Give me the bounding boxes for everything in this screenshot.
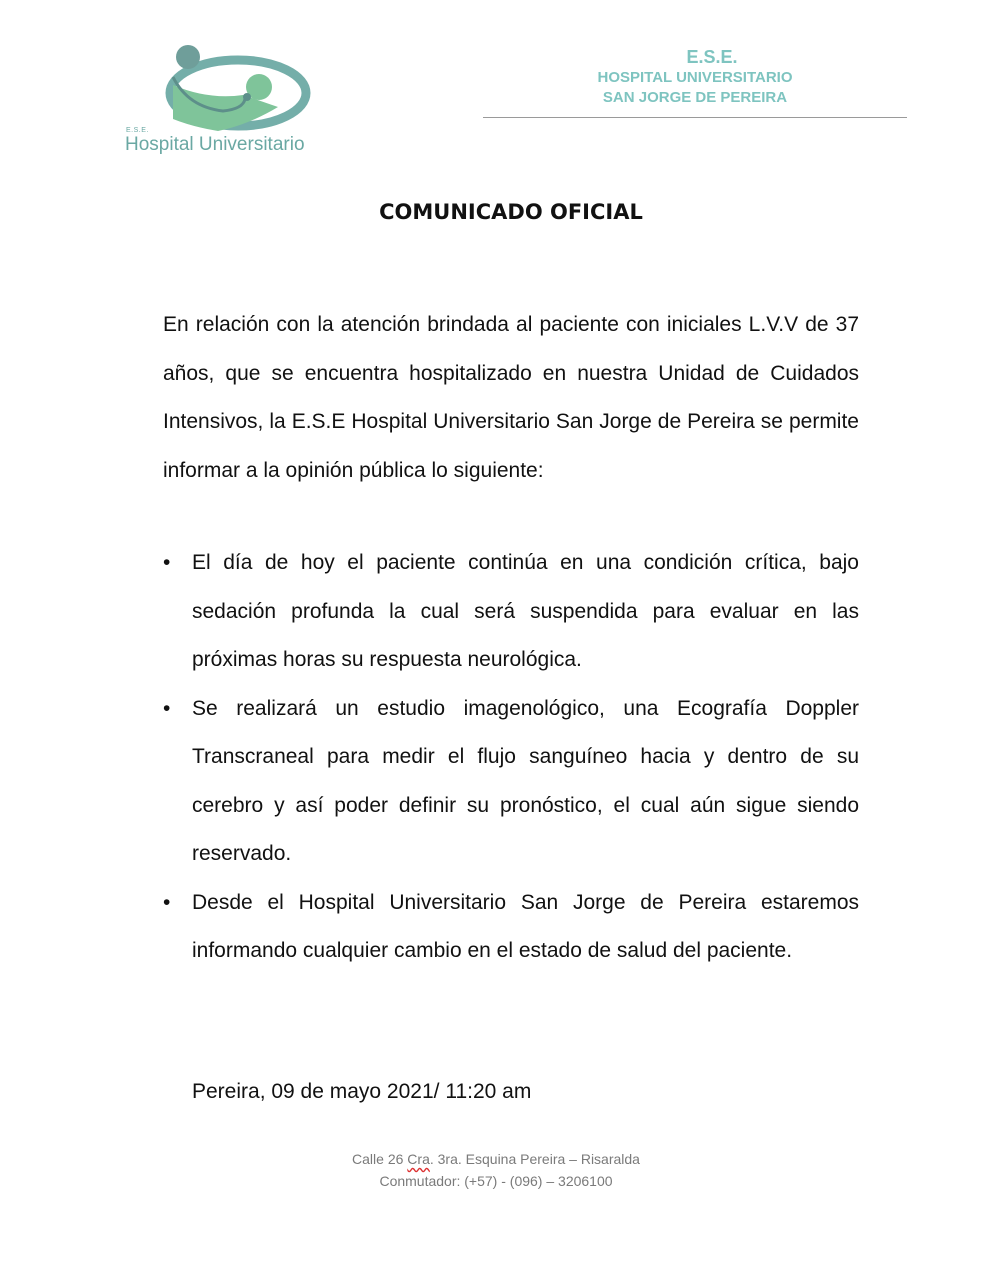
logo-ese-label: E.S.E. [126,127,149,134]
bullet-dot-icon: • [163,890,171,914]
header-divider [483,117,907,118]
footer-address-suffix: . 3ra. Esquina Pereira – Risaralda [429,1151,640,1167]
bullet-text: Se realizará un estudio imagenológico, una Ecografía Doppler Transcraneal para medir el flujo sanguíneo hacia y dentro de su cerebro y así poder definir su pronóstico, el cual aún sigue siendo reservado. [192,696,859,865]
bullet-text: Desde el Hospital Universitario San Jorge de Pereira estaremos informando cualquier cambio en el estado de salud del paciente. [192,890,859,962]
document-title: COMUNICADO OFICIAL [379,200,643,224]
header-ese: E.S.E. [686,47,738,67]
list-item [163,539,859,685]
footer-address-prefix: Calle 26 [352,1151,408,1167]
logo-hospital-name: Hospital Universitario [125,134,305,155]
header-hospital-line1: HOSPITAL UNIVERSITARIO [597,69,793,86]
footer-address [0,1148,992,1170]
list-item [163,879,859,976]
bullet-list [163,539,859,976]
header-hospital-line2: SAN JORGE DE PEREIRA [602,89,788,106]
footer-phone: Conmutador: (+57) - (096) – 3206100 [379,1173,613,1189]
bullet-dot-icon: • [163,696,171,720]
document-footer [0,1148,992,1192]
footer-address-flagged-word: Cra [407,1151,430,1167]
bullet-dot-icon: • [163,551,171,574]
list-item [163,685,859,879]
hospital-logo [118,40,358,160]
bullet-text: El día de hoy el paciente continúa en una condición crítica, bajo sedación profunda la cual será suspendida para evaluar en las próximas horas su respuesta neurológica. [192,551,859,671]
intro-paragraph: En relación con la atención brindada al paciente con iniciales L.V.V de 37 años, que se encuentra hospitalizado en nuestra Unidad de Cuidados Intensivos, la E.S.E Hospital Universitario San Jorge de Pereira se permite informar a la opinión pública lo siguiente: [163,313,859,482]
document-header [483,46,907,108]
dateline: Pereira, 09 de mayo 2021/ 11:20 am [192,1080,532,1103]
hospital-logo-emblem-icon [163,45,313,135]
